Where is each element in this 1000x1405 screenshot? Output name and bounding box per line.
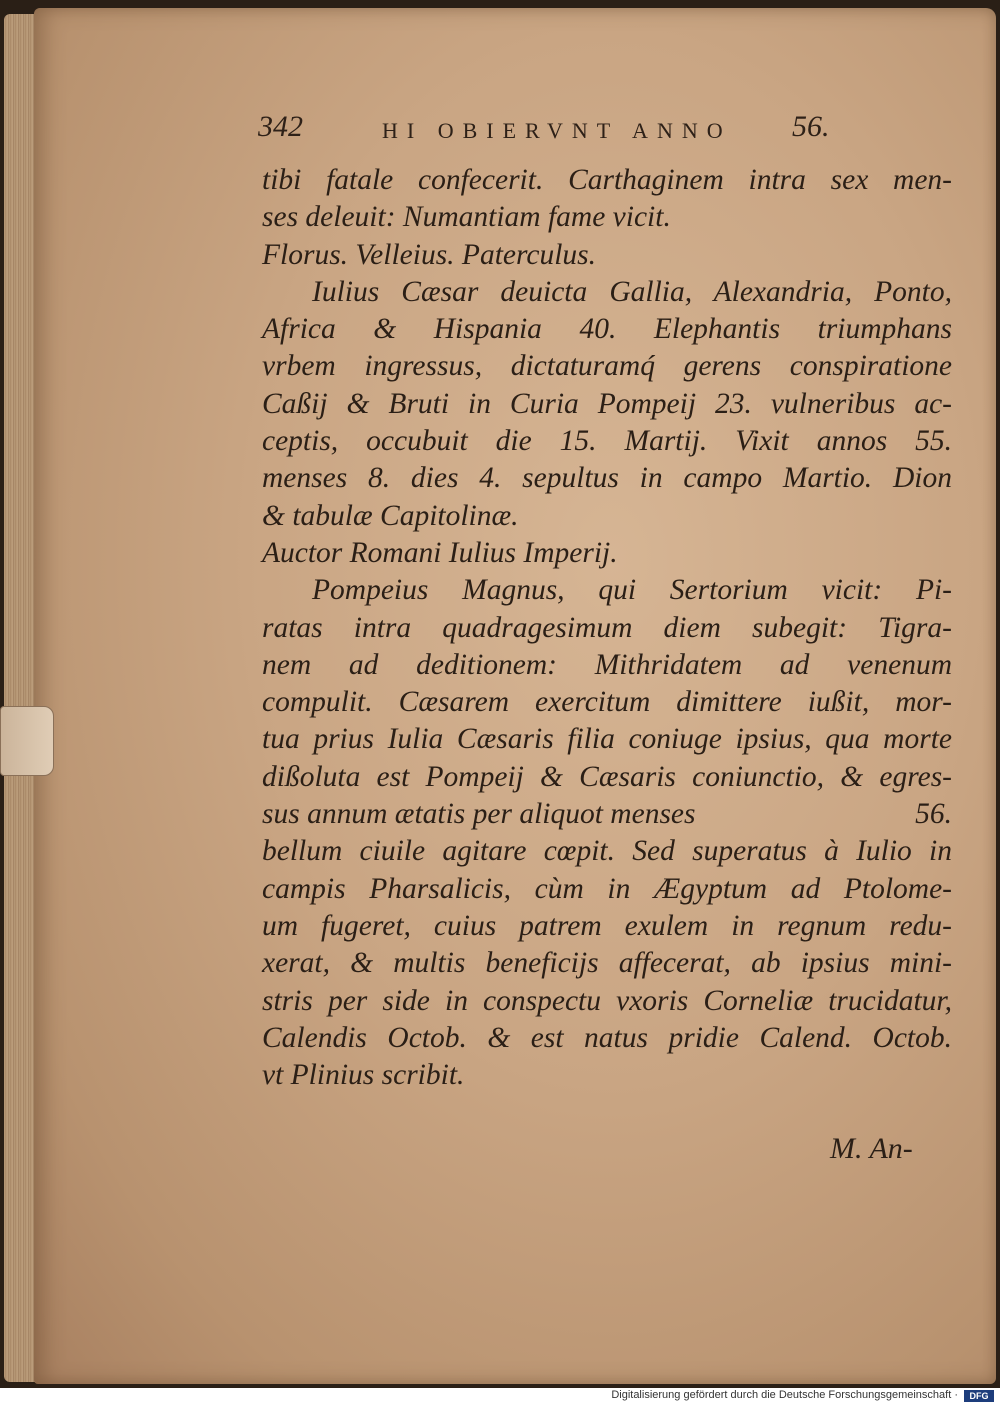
- text-line: Calendis Octob. & est natus pridie Calend. Octob.: [262, 1021, 952, 1054]
- text-line: Africa & Hispania 40. Elephantis triumphans: [262, 313, 952, 346]
- text-line: tibi fatale confecerit. Carthaginem intra sex men-: [262, 164, 952, 196]
- text-line: compulit. Cæsarem exercitum dimittere iußit, mor-: [262, 686, 952, 719]
- text-line: stris per side in conspectu vxoris Corneliæ trucidatur,: [262, 984, 952, 1017]
- running-title: HI OBIERVNT ANNO: [382, 118, 732, 143]
- footer-bar: [0, 1388, 1000, 1405]
- text-line: Caßij & Bruti in Curia Pompeij 23. vulneribus ac-: [262, 387, 952, 420]
- catchword: M. An-: [830, 1132, 913, 1165]
- text-line-with-margin-note: [262, 796, 952, 833]
- text-line: tua prius Iulia Cæsaris filia coniuge ipsius, qua morte: [262, 723, 952, 756]
- text-line: vt Plinius scribit.: [262, 1059, 465, 1092]
- running-head: [258, 110, 858, 150]
- text-line: vrbem ingressus, dictaturamq́ gerens conspiratione: [262, 350, 952, 383]
- page-number: 342: [258, 110, 303, 143]
- text-line: Auctor Romani Iulius Imperij.: [262, 536, 618, 569]
- running-year: 56.: [792, 110, 830, 143]
- funding-credit: Digitalisierung gefördert durch die Deutsche Forschungsgemeinschaft ·: [611, 1389, 958, 1401]
- text-line: ses deleuit: Numantiam fame vicit.: [262, 201, 671, 234]
- text-line: menses 8. dies 4. sepultus in campo Martio. Dion: [262, 462, 952, 495]
- text-line: ceptis, occubuit die 15. Martij. Vixit annos 55.: [262, 425, 952, 458]
- text-line: campis Pharsalicis, cùm in Ægyptum ad Ptolome-: [262, 872, 952, 905]
- margin-note: 56.: [915, 798, 952, 831]
- text-line: sus annum ætatis per aliquot menses: [262, 798, 696, 831]
- text-line: xerat, & multis beneficijs affecerat, ab ipsius mini-: [262, 947, 952, 980]
- text-line: Florus. Velleius. Paterculus.: [262, 238, 597, 271]
- text-line: Pompeius Magnus, qui Sertorium vicit: Pi-: [312, 574, 952, 607]
- text-line: ratas intra quadragesimum diem subegit: Tigra-: [262, 611, 952, 644]
- dfg-logo: DFG: [964, 1390, 994, 1402]
- text-line: Iulius Cæsar deuicta Gallia, Alexandria, Ponto,: [312, 275, 952, 308]
- text-line: bellum ciuile agitare cœpit. Sed superatus à Iulio in: [262, 835, 952, 868]
- text-line: & tabulæ Capitolinæ.: [262, 499, 519, 532]
- text-line: dißoluta est Pompeij & Cæsaris coniunctio, & egres-: [262, 760, 952, 793]
- body-text: [262, 162, 952, 1094]
- text-line: nem ad deditionem: Mithridatem ad venenum: [262, 648, 952, 681]
- text-line: um fugeret, cuius patrem exulem in regnum redu-: [262, 909, 952, 942]
- page-tab: [0, 706, 54, 776]
